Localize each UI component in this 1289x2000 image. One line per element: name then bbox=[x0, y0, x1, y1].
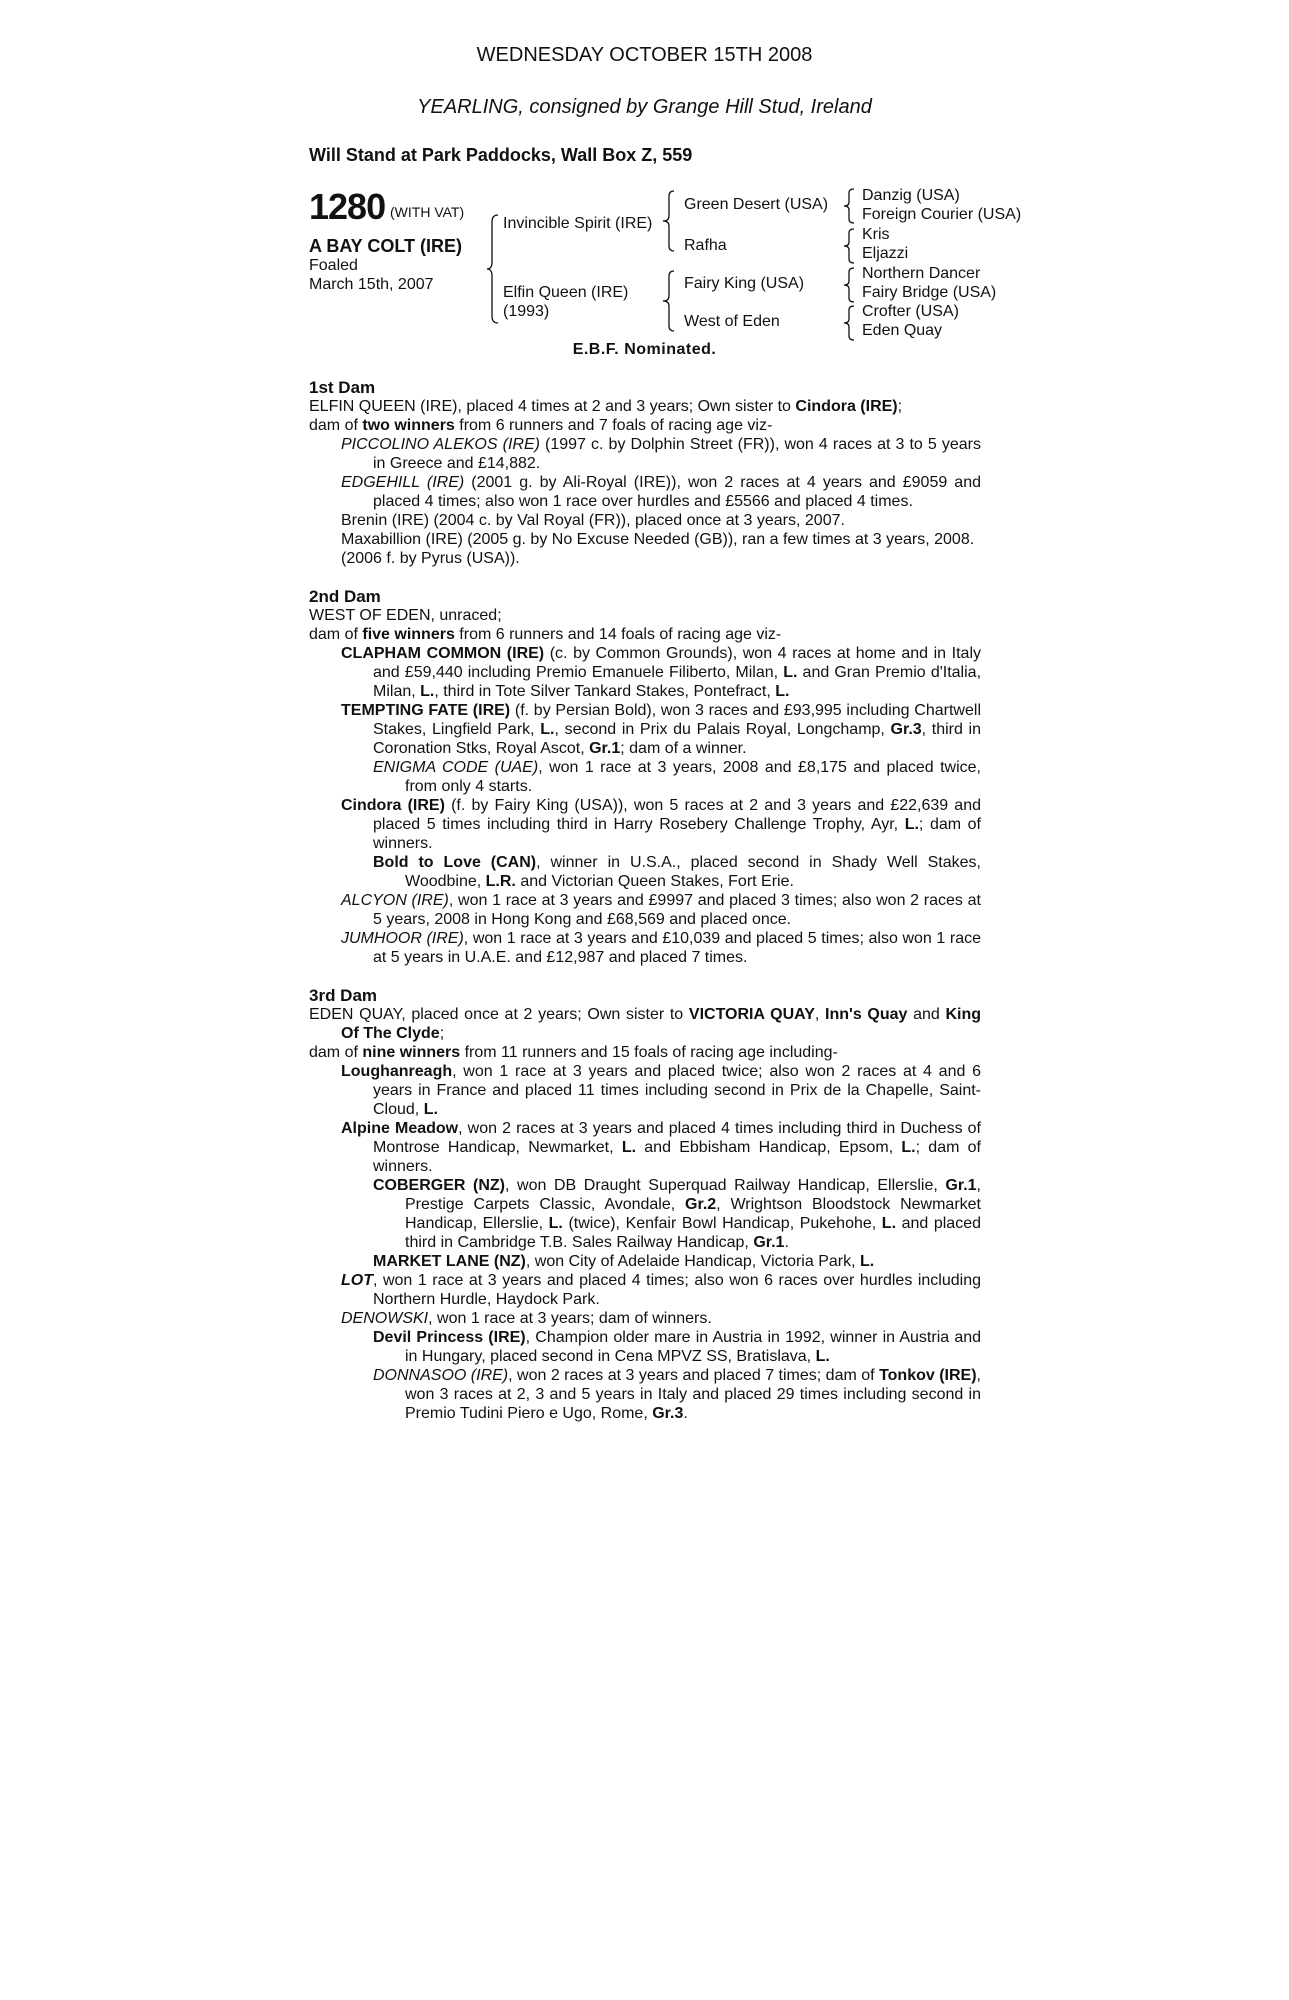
pedigree-sire: Invincible Spirit (IRE) bbox=[503, 215, 653, 232]
pedigree-brace-sd bbox=[843, 228, 857, 264]
ebf-nomination: E.B.F. Nominated. bbox=[572, 341, 717, 358]
produce-entry: CLAPHAM COMMON (IRE) (c. by Common Grounds), won 4 races at home and in Italy and £59,440 including Premio Emanuele Filiberto, Milan, L. and Gran Premio d'Italia, Milan, L., third in Tote Silver Tankard Stakes, Pontefract, L. bbox=[341, 645, 982, 700]
vat-note: (WITH VAT) bbox=[390, 204, 465, 220]
produce-entry: Brenin (IRE) (2004 c. by Val Royal (FR)), placed once at 3 years, 2007. bbox=[341, 512, 845, 529]
produce-entry: TEMPTING FATE (IRE) (f. by Persian Bold), won 3 races and £93,995 including Chartwell Stakes, Lingfield Park, L., second in Prix du Palais Royal, Longchamp, Gr.3, third in Coronation Stks, Royal Ascot, Gr.1; dam of a winner. bbox=[341, 702, 981, 757]
produce-entry: EDGEHILL (IRE) (2001 g. by Ali-Royal (IRE)), won 2 races at 4 years and £9059 and placed 4 times; also won 1 race over hurdles and £5566 and placed 4 times. bbox=[341, 474, 981, 510]
pedigree-brace-main bbox=[486, 214, 500, 324]
pedigree-dam-sire: Fairy King (USA) bbox=[684, 275, 805, 292]
second-dam-line: WEST OF EDEN, unraced; bbox=[309, 607, 502, 624]
produce-entry: PICCOLINO ALEKOS (IRE) (1997 c. by Dolphin Street (FR)), won 4 races at 3 to 5 years in Greece and £14,882. bbox=[341, 436, 982, 472]
pedigree-dam-year: (1993) bbox=[503, 303, 550, 320]
stand-location: Will Stand at Park Paddocks, Wall Box Z, 559 bbox=[309, 145, 693, 165]
produce-entry: Maxabillion (IRE) (2005 g. by No Excuse Needed (GB)), ran a few times at 3 years, 2008. bbox=[341, 531, 975, 548]
foaled-info bbox=[309, 256, 434, 294]
produce-entry: JUMHOOR (IRE), won 1 race at 3 years and £10,039 and placed 5 times; also won 1 race at 5 years in U.A.E. and £12,987 and placed 7 times. bbox=[341, 930, 982, 966]
pedigree-dds: Crofter (USA) bbox=[862, 303, 959, 320]
grandproduce-entry: DONNASOO (IRE), won 2 races at 3 years and placed 7 times; dam of Tonkov (IRE), won 3 races at 2, 3 and 5 years in Italy and placed 29 times including second in Premio Tudini Piero e Ugo, Rome, Gr.3. bbox=[373, 1367, 981, 1422]
produce-entry: LOT, won 1 race at 3 years and placed 4 times; also won 6 races over hurdles including Northern Hurdle, Haydock Park. bbox=[341, 1272, 981, 1308]
pedigree-brace-dd bbox=[843, 305, 857, 341]
produce-entry: Alpine Meadow, won 2 races at 3 years and placed 4 times including third in Duchess of Montrose Handicap, Newmarket, L. and Ebbisham Handicap, Epsom, L.; dam of winners. bbox=[341, 1120, 982, 1175]
pedigree-sdd: Eljazzi bbox=[862, 245, 909, 262]
pedigree-brace-sire bbox=[662, 190, 676, 252]
produce-entry: ALCYON (IRE), won 1 race at 3 years and £9997 and placed 3 times; also won 2 races at 5 years, 2008 in Hong Kong and £68,569 and placed once. bbox=[341, 892, 981, 928]
grandproduce-entry: Devil Princess (IRE), Champion older mare in Austria in 1992, winner in Austria and in Hungary, placed second in Cena MPVZ SS, Bratislava, L. bbox=[373, 1329, 982, 1365]
third-dam-produce-summary: dam of nine winners from 11 runners and 15 foals of racing age including- bbox=[309, 1044, 838, 1061]
pedigree-ddd: Eden Quay bbox=[862, 322, 943, 339]
sale-date: WEDNESDAY OCTOBER 15TH 2008 bbox=[476, 44, 813, 66]
pedigree-sire-dam: Rafha bbox=[684, 237, 727, 254]
first-dam-produce-summary: dam of two winners from 6 runners and 7 foals of racing age viz- bbox=[309, 417, 773, 434]
third-dam-line: EDEN QUAY, placed once at 2 years; Own sister to VICTORIA QUAY, Inn's Quay and King Of The Clyde; bbox=[309, 1006, 982, 1042]
pedigree-dam-dam: West of Eden bbox=[684, 313, 780, 330]
pedigree-sire-sire: Green Desert (USA) bbox=[684, 196, 829, 213]
produce-entry: Cindora (IRE) (f. by Fairy King (USA)), won 5 races at 2 and 3 years and £22,639 and placed 5 times including third in Harry Rosebery Challenge Trophy, Ayr, L.; dam of winners. bbox=[341, 797, 982, 852]
consignment-line: YEARLING, consigned by Grange Hill Stud, Ireland bbox=[417, 96, 872, 118]
pedigree-dss: Northern Dancer bbox=[862, 265, 981, 282]
grandproduce-entry: ENIGMA CODE (UAE), won 1 race at 3 years, 2008 and £8,175 and placed twice, from only 4 starts. bbox=[373, 759, 981, 795]
pedigree-brace-dam bbox=[662, 270, 676, 332]
first-dam-heading: 1st Dam bbox=[309, 378, 376, 397]
third-dam-heading: 3rd Dam bbox=[309, 986, 378, 1005]
pedigree-sds: Kris bbox=[862, 226, 890, 243]
pedigree-sss: Danzig (USA) bbox=[862, 187, 960, 204]
pedigree-brace-ss bbox=[843, 188, 857, 224]
lot-name: A BAY COLT (IRE) bbox=[309, 236, 463, 256]
pedigree-brace-ds bbox=[843, 267, 857, 303]
second-dam-heading: 2nd Dam bbox=[309, 587, 381, 606]
catalogue-body bbox=[309, 378, 981, 1423]
first-dam-line: ELFIN QUEEN (IRE), placed 4 times at 2 and 3 years; Own sister to Cindora (IRE); bbox=[309, 398, 903, 415]
produce-entry: (2006 f. by Pyrus (USA)). bbox=[341, 550, 520, 567]
grandproduce-entry: COBERGER (NZ), won DB Draught Superquad Railway Handicap, Ellerslie, Gr.1, Prestige Carpets Classic, Avondale, Gr.2, Wrightson Bloodstock Newmarket Handicap, Ellerslie, L. (twice), Kenfair Bowl Handicap, Pukehohe, L. and placed third in Cambridge T.B. Sales Railway Handicap, Gr.1. bbox=[373, 1177, 982, 1251]
foaled-label: Foaled bbox=[309, 257, 358, 274]
grandproduce-entry: MARKET LANE (NZ), won City of Adelaide Handicap, Victoria Park, L. bbox=[373, 1253, 875, 1270]
grandproduce-entry: Bold to Love (CAN), winner in U.S.A., placed second in Shady Well Stakes, Woodbine, L.R. and Victorian Queen Stakes, Fort Erie. bbox=[373, 854, 981, 890]
produce-entry: DENOWSKI, won 1 race at 3 years; dam of winners. bbox=[341, 1310, 712, 1327]
second-dam-produce-summary: dam of five winners from 6 runners and 14 foals of racing age viz- bbox=[309, 626, 782, 643]
pedigree-ssd: Foreign Courier (USA) bbox=[862, 206, 1022, 223]
produce-entry: Loughanreagh, won 1 race at 3 years and placed twice; also won 2 races at 4 and 6 years in France and placed 11 times including second in Prix de la Chapelle, Saint-Cloud, L. bbox=[341, 1063, 981, 1118]
pedigree-dam: Elfin Queen (IRE) bbox=[503, 284, 629, 301]
pedigree-dsd: Fairy Bridge (USA) bbox=[862, 284, 997, 301]
foaled-date: March 15th, 2007 bbox=[309, 276, 434, 293]
lot-number: 1280 bbox=[309, 186, 386, 227]
